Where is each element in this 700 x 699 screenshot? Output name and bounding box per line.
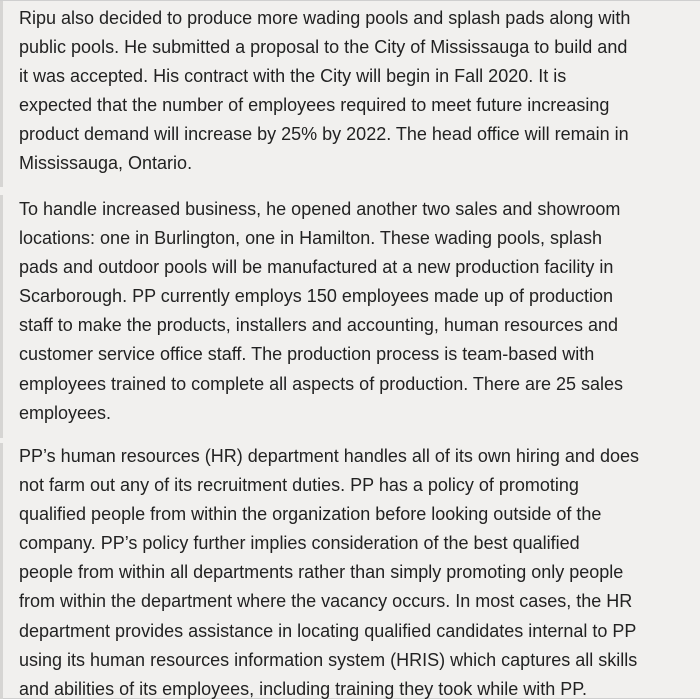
paragraph-2-line-8: employees. xyxy=(19,402,112,423)
paragraph-2-line-5: staff to make the products, installers and accounting, human resources and xyxy=(19,315,619,336)
paragraph-block-2 xyxy=(0,195,700,438)
paragraph-3-line-7: department provides assistance in locating qualified candidates internal to PP xyxy=(19,620,637,641)
paragraph-1-line-5: product demand will increase by 25% by 2022. The head office will remain in xyxy=(19,124,629,145)
paragraph-2-line-1: To handle increased business, he opened another two sales and showroom xyxy=(19,199,621,219)
paragraph-3-line-3: qualified people from within the organization before looking outside of the xyxy=(19,504,602,525)
paragraph-1-line-2: public pools. He submitted a proposal to the City of Mississauga to build and xyxy=(19,37,628,58)
paragraph-block-3 xyxy=(0,443,700,699)
paragraph-2-line-3: pads and outdoor pools will be manufactured at a new production facility in xyxy=(19,257,614,278)
paragraph-2-line-6: customer service office staff. The production process is team-based with xyxy=(19,344,595,365)
paragraph-block-1 xyxy=(0,1,700,187)
paragraph-2-line-4: Scarborough. PP currently employs 150 employees made up of production xyxy=(19,286,614,307)
paragraph-3-line-1: PP’s human resources (HR) department handles all of its own hiring and does xyxy=(19,446,639,466)
paragraph-3 xyxy=(19,442,639,699)
paragraph-1-line-1: Ripu also decided to produce more wading pools and splash pads along with xyxy=(19,8,631,28)
paragraph-3-line-5: people from within all departments rather than simply promoting only people xyxy=(19,562,624,583)
paragraph-1-line-4: expected that the number of employees required to meet future increasing xyxy=(19,95,610,116)
paragraph-3-line-9: and abilities of its employees, including training they took while with PP. xyxy=(19,678,587,699)
paragraph-3-line-2: not farm out any of its recruitment duties. PP has a policy of promoting xyxy=(19,475,579,496)
paragraph-2-line-7: employees trained to complete all aspects of production. There are 25 sales xyxy=(19,373,624,394)
paragraph-1-line-6: Mississauga, Ontario. xyxy=(19,153,193,174)
paragraph-3-line-4: company. PP’s policy further implies consideration of the best qualified xyxy=(19,533,580,554)
paragraph-2 xyxy=(19,195,623,428)
paragraph-3-line-8: using its human resources information system (HRIS) which captures all skills xyxy=(19,649,638,670)
paragraph-1 xyxy=(19,4,630,179)
paragraph-2-line-2: locations: one in Burlington, one in Hamilton. These wading pools, splash xyxy=(19,228,603,249)
paragraph-3-line-6: from within the department where the vacancy occurs. In most cases, the HR xyxy=(19,591,633,612)
paragraph-1-line-3: it was accepted. His contract with the City will begin in Fall 2020. It is xyxy=(19,66,567,87)
